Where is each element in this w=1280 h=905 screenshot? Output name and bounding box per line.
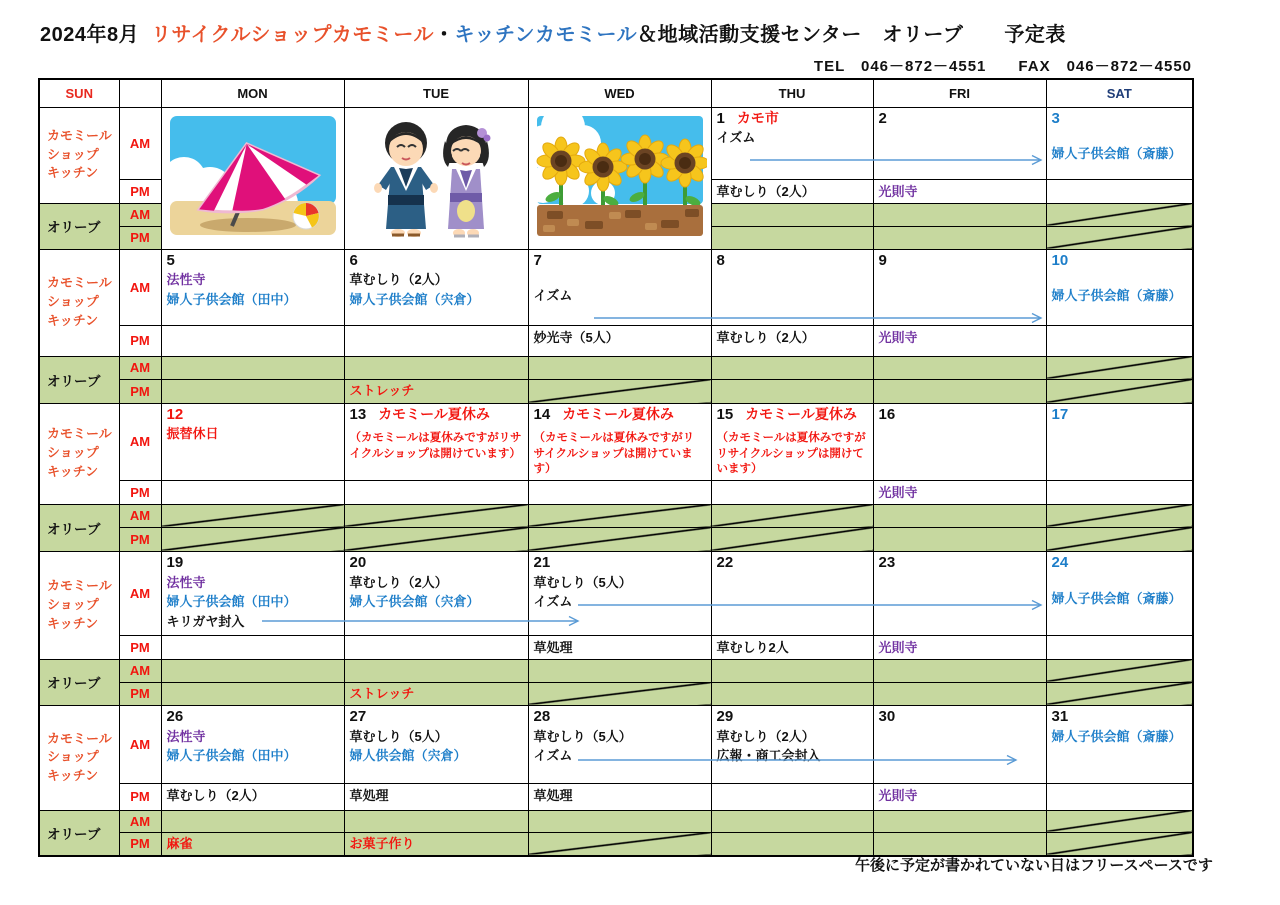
day-cell-16 bbox=[873, 403, 1046, 480]
pm-label: PM bbox=[119, 379, 161, 403]
closed-slash-cell bbox=[1046, 356, 1193, 379]
olive-cell bbox=[711, 379, 873, 403]
yukata-couple-illustration bbox=[356, 111, 516, 241]
event-text: 草処理 bbox=[533, 787, 573, 803]
illustration-cell bbox=[161, 107, 344, 249]
pm-cell bbox=[1046, 480, 1193, 504]
day-note: カモミール夏休み bbox=[378, 405, 490, 422]
day-number: 15 bbox=[716, 405, 734, 423]
day-note: カモ市 bbox=[736, 109, 779, 126]
closed-slash-cell bbox=[1046, 832, 1193, 856]
event-text: 妙光寺（5人） bbox=[533, 329, 619, 345]
day-cell-17 bbox=[1046, 403, 1193, 480]
event-text: 草むしり（5人） bbox=[533, 728, 632, 744]
day-number: 31 bbox=[1051, 707, 1069, 725]
event-text: 婦人子供会館（宍倉） bbox=[349, 594, 480, 610]
day-cell-2 bbox=[873, 107, 1046, 179]
event-text: 婦人子供会館（斎藤） bbox=[1051, 288, 1182, 304]
event-text: 草処理 bbox=[533, 639, 573, 655]
day-cell-31 bbox=[1046, 705, 1193, 783]
day-cell-22 bbox=[711, 551, 873, 635]
olive-cell bbox=[711, 682, 873, 705]
closed-slash-cell bbox=[161, 527, 344, 551]
closed-slash-cell bbox=[1046, 379, 1193, 403]
closed-slash-cell bbox=[344, 504, 528, 527]
day-number: 8 bbox=[716, 251, 725, 269]
olive-cell bbox=[873, 810, 1046, 832]
olive-cell bbox=[344, 682, 528, 705]
pm-cell bbox=[344, 635, 528, 659]
event-text: 草むしり（2人） bbox=[716, 183, 815, 199]
title-separator: ・ bbox=[433, 24, 455, 46]
row-label-olive: オリーブ bbox=[39, 810, 119, 856]
pm-label: PM bbox=[119, 682, 161, 705]
pm-cell bbox=[873, 325, 1046, 356]
row-label-chamomile: カモミール ショップ キッチン bbox=[39, 551, 119, 659]
day-cell-14 bbox=[528, 403, 711, 480]
day-header-blank bbox=[119, 79, 161, 107]
event-text: 法性寺 bbox=[166, 574, 206, 590]
day-number: 27 bbox=[349, 707, 367, 725]
day-number: 6 bbox=[349, 251, 358, 269]
day-cell-26 bbox=[161, 705, 344, 783]
olive-cell bbox=[711, 356, 873, 379]
event-text: 婦人子供会館（斎藤） bbox=[1051, 590, 1182, 606]
row-label-olive: オリーブ bbox=[39, 356, 119, 403]
day-cell-1 bbox=[711, 107, 873, 179]
am-label: AM bbox=[119, 107, 161, 179]
day-number: 20 bbox=[349, 553, 367, 571]
olive-cell bbox=[161, 832, 344, 856]
olive-cell bbox=[344, 832, 528, 856]
day-cell-5 bbox=[161, 249, 344, 325]
day-number: 2 bbox=[878, 109, 887, 127]
event-text: 光則寺 bbox=[878, 183, 918, 199]
olive-cell bbox=[528, 659, 711, 682]
event-text: 草むしり（2人） bbox=[716, 728, 815, 744]
day-number: 28 bbox=[533, 707, 551, 725]
pm-label: PM bbox=[119, 179, 161, 203]
pm-cell bbox=[161, 635, 344, 659]
pm-cell bbox=[711, 325, 873, 356]
day-header-SUN: SUN bbox=[39, 79, 119, 107]
day-cell-15 bbox=[711, 403, 873, 480]
pm-cell bbox=[873, 635, 1046, 659]
pm-cell bbox=[1046, 635, 1193, 659]
event-text: キリガヤ封入 bbox=[166, 613, 245, 629]
day-cell-10 bbox=[1046, 249, 1193, 325]
event-text: 婦人子供会館（宍倉） bbox=[349, 291, 480, 307]
day-number: 14 bbox=[533, 405, 551, 423]
day-cell-3 bbox=[1046, 107, 1193, 179]
row-label-chamomile: カモミール ショップ キッチン bbox=[39, 403, 119, 504]
event-text: ストレッチ bbox=[349, 685, 415, 701]
olive-cell bbox=[873, 356, 1046, 379]
event-text: イズム bbox=[533, 594, 573, 610]
event-text: 婦人子供会館（田中） bbox=[166, 748, 297, 764]
am-label: AM bbox=[119, 249, 161, 325]
event-text: イズム bbox=[533, 288, 573, 304]
pm-label: PM bbox=[119, 325, 161, 356]
event-text: 広報・商工会封入 bbox=[716, 748, 821, 764]
illustration-cell bbox=[528, 107, 711, 249]
event-text: 草むしり（5人） bbox=[533, 574, 632, 590]
day-cell-29 bbox=[711, 705, 873, 783]
olive-cell bbox=[711, 832, 873, 856]
day-cell-8 bbox=[711, 249, 873, 325]
pm-label: PM bbox=[119, 635, 161, 659]
day-cell-24 bbox=[1046, 551, 1193, 635]
day-number: 10 bbox=[1051, 251, 1069, 269]
day-header-SAT: SAT bbox=[1046, 79, 1193, 107]
event-text: 光則寺 bbox=[878, 484, 918, 500]
day-cell-27 bbox=[344, 705, 528, 783]
pm-cell bbox=[1046, 325, 1193, 356]
event-text: 草むしり（2人） bbox=[349, 272, 448, 288]
pm-cell bbox=[528, 635, 711, 659]
day-cell-20 bbox=[344, 551, 528, 635]
event-text: 振替休日 bbox=[166, 426, 219, 442]
day-note: カモミール夏休み bbox=[562, 405, 674, 422]
event-text: 婦人子供会館（田中） bbox=[166, 291, 297, 307]
day-number: 5 bbox=[166, 251, 175, 269]
event-text: 法性寺 bbox=[166, 728, 206, 744]
day-number: 3 bbox=[1051, 109, 1060, 127]
closed-slash-cell bbox=[1046, 203, 1193, 226]
olive-cell bbox=[873, 832, 1046, 856]
olive-cell bbox=[711, 810, 873, 832]
closed-slash-cell bbox=[528, 832, 711, 856]
pm-cell bbox=[711, 635, 873, 659]
am-label: AM bbox=[119, 810, 161, 832]
event-text: 婦人子供会館（斎藤） bbox=[1051, 728, 1182, 744]
day-number: 23 bbox=[878, 553, 896, 571]
page-title bbox=[40, 18, 1066, 47]
day-number: 17 bbox=[1051, 405, 1069, 423]
pm-cell bbox=[161, 783, 344, 810]
sunflowers-illustration bbox=[533, 113, 707, 239]
title-kitchen: キッチンカモミール bbox=[454, 24, 638, 46]
day-number: 21 bbox=[533, 553, 551, 571]
pm-cell bbox=[711, 179, 873, 203]
closed-slash-cell bbox=[1046, 810, 1193, 832]
olive-cell bbox=[161, 659, 344, 682]
pm-label: PM bbox=[119, 226, 161, 249]
event-text: 草むしり（5人） bbox=[349, 728, 448, 744]
olive-cell bbox=[161, 356, 344, 379]
day-header-THU: THU bbox=[711, 79, 873, 107]
olive-cell bbox=[161, 682, 344, 705]
day-header-WED: WED bbox=[528, 79, 711, 107]
olive-cell bbox=[873, 379, 1046, 403]
pm-label: PM bbox=[119, 783, 161, 810]
am-label: AM bbox=[119, 403, 161, 480]
schedule-grid bbox=[38, 78, 1194, 857]
pm-cell bbox=[873, 783, 1046, 810]
day-number: 22 bbox=[716, 553, 734, 571]
closed-slash-cell bbox=[1046, 659, 1193, 682]
day-number: 1 bbox=[716, 109, 725, 127]
event-text: イズム bbox=[533, 748, 573, 764]
am-label: AM bbox=[119, 551, 161, 635]
day-number: 13 bbox=[349, 405, 367, 423]
closed-slash-cell bbox=[528, 682, 711, 705]
day-number: 29 bbox=[716, 707, 734, 725]
holiday-note: （カモミールは夏休みですがリサイクルショップは開けています） bbox=[349, 432, 522, 460]
day-cell-9 bbox=[873, 249, 1046, 325]
contact-line: TEL 046－872－4551 FAX 046－872－4550 bbox=[813, 58, 1192, 75]
event-text: 麻雀 bbox=[166, 835, 193, 851]
day-number: 16 bbox=[878, 405, 896, 423]
day-header-FRI: FRI bbox=[873, 79, 1046, 107]
olive-cell bbox=[528, 810, 711, 832]
olive-cell bbox=[161, 379, 344, 403]
pm-cell bbox=[873, 480, 1046, 504]
olive-cell bbox=[711, 203, 873, 226]
closed-slash-cell bbox=[711, 527, 873, 551]
am-label: AM bbox=[119, 705, 161, 783]
closed-slash-cell bbox=[1046, 527, 1193, 551]
event-text: 婦人供会館（宍倉） bbox=[349, 748, 467, 764]
event-text: 草むしり（2人） bbox=[716, 329, 815, 345]
pm-cell bbox=[528, 783, 711, 810]
am-label: AM bbox=[119, 356, 161, 379]
event-text: イズム bbox=[716, 130, 756, 146]
olive-cell bbox=[873, 504, 1046, 527]
day-number: 7 bbox=[533, 251, 542, 269]
day-cell-7 bbox=[528, 249, 711, 325]
row-label-chamomile: カモミール ショップ キッチン bbox=[39, 705, 119, 810]
beach-umbrella-illustration bbox=[166, 113, 340, 239]
closed-slash-cell bbox=[1046, 682, 1193, 705]
day-cell-13 bbox=[344, 403, 528, 480]
calendar-table bbox=[38, 78, 1192, 852]
olive-cell bbox=[873, 226, 1046, 249]
closed-slash-cell bbox=[528, 527, 711, 551]
olive-cell bbox=[344, 810, 528, 832]
row-label-chamomile: カモミール ショップ キッチン bbox=[39, 249, 119, 356]
pm-label: PM bbox=[119, 480, 161, 504]
closed-slash-cell bbox=[344, 527, 528, 551]
olive-cell bbox=[711, 659, 873, 682]
day-cell-28 bbox=[528, 705, 711, 783]
row-label-olive: オリーブ bbox=[39, 659, 119, 705]
olive-cell bbox=[873, 203, 1046, 226]
pm-cell bbox=[344, 325, 528, 356]
row-label-olive: オリーブ bbox=[39, 203, 119, 249]
olive-cell bbox=[528, 356, 711, 379]
footer-note: 午後に予定が書かれていない日はフリースペースです bbox=[855, 857, 1213, 874]
day-cell-23 bbox=[873, 551, 1046, 635]
holiday-note: （カモミールは夏休みですがリサイクルショップは開けています） bbox=[533, 432, 695, 476]
closed-slash-cell bbox=[1046, 504, 1193, 527]
event-text: 光則寺 bbox=[878, 787, 918, 803]
olive-cell bbox=[873, 682, 1046, 705]
holiday-note: （カモミールは夏休みですがリサイクルショップは開けています） bbox=[716, 432, 866, 476]
title-month: 2024年8月 bbox=[40, 24, 140, 46]
day-note: カモミール夏休み bbox=[745, 405, 857, 422]
am-label: AM bbox=[119, 504, 161, 527]
event-text: 法性寺 bbox=[166, 272, 206, 288]
closed-slash-cell bbox=[161, 504, 344, 527]
pm-cell bbox=[344, 783, 528, 810]
day-number: 26 bbox=[166, 707, 184, 725]
day-number: 9 bbox=[878, 251, 887, 269]
pm-cell bbox=[528, 325, 711, 356]
event-text: 草むしり2人 bbox=[716, 639, 789, 655]
event-text: 草処理 bbox=[349, 787, 389, 803]
am-label: AM bbox=[119, 203, 161, 226]
event-text: 草むしり（2人） bbox=[166, 787, 265, 803]
pm-label: PM bbox=[119, 527, 161, 551]
row-label-chamomile: カモミール ショップ キッチン bbox=[39, 107, 119, 203]
day-header-MON: MON bbox=[161, 79, 344, 107]
pm-cell bbox=[711, 480, 873, 504]
olive-cell bbox=[711, 226, 873, 249]
pm-cell bbox=[161, 480, 344, 504]
olive-cell bbox=[344, 659, 528, 682]
day-number: 24 bbox=[1051, 553, 1069, 571]
closed-slash-cell bbox=[711, 504, 873, 527]
title-rest: ＆地域活動支援センター オリーブ 予定表 bbox=[637, 24, 1066, 46]
pm-cell bbox=[873, 179, 1046, 203]
olive-cell bbox=[161, 810, 344, 832]
event-text: ストレッチ bbox=[349, 382, 415, 398]
row-label-olive: オリーブ bbox=[39, 504, 119, 551]
closed-slash-cell bbox=[1046, 226, 1193, 249]
day-cell-19 bbox=[161, 551, 344, 635]
event-text: 婦人子供会館（斎藤） bbox=[1051, 146, 1182, 162]
day-cell-30 bbox=[873, 705, 1046, 783]
olive-cell bbox=[344, 379, 528, 403]
olive-cell bbox=[344, 356, 528, 379]
day-header-TUE: TUE bbox=[344, 79, 528, 107]
closed-slash-cell bbox=[528, 379, 711, 403]
pm-label: PM bbox=[119, 832, 161, 856]
day-cell-21 bbox=[528, 551, 711, 635]
olive-cell bbox=[873, 527, 1046, 551]
pm-cell bbox=[528, 480, 711, 504]
event-text: 草むしり（2人） bbox=[349, 574, 448, 590]
day-cell-6 bbox=[344, 249, 528, 325]
pm-cell bbox=[161, 325, 344, 356]
pm-cell bbox=[344, 480, 528, 504]
title-recycle-shop: リサイクルショップカモミール bbox=[151, 24, 434, 46]
pm-cell bbox=[711, 783, 873, 810]
event-text: 婦人子供会館（田中） bbox=[166, 594, 297, 610]
closed-slash-cell bbox=[528, 504, 711, 527]
olive-cell bbox=[873, 659, 1046, 682]
illustration-cell bbox=[344, 107, 528, 249]
day-number: 30 bbox=[878, 707, 896, 725]
pm-cell bbox=[1046, 179, 1193, 203]
day-number: 12 bbox=[166, 405, 184, 423]
event-text: 光則寺 bbox=[878, 639, 918, 655]
day-cell-12 bbox=[161, 403, 344, 480]
day-number: 19 bbox=[166, 553, 184, 571]
event-text: お菓子作り bbox=[349, 835, 415, 851]
event-text: 光則寺 bbox=[878, 329, 918, 345]
am-label: AM bbox=[119, 659, 161, 682]
pm-cell bbox=[1046, 783, 1193, 810]
